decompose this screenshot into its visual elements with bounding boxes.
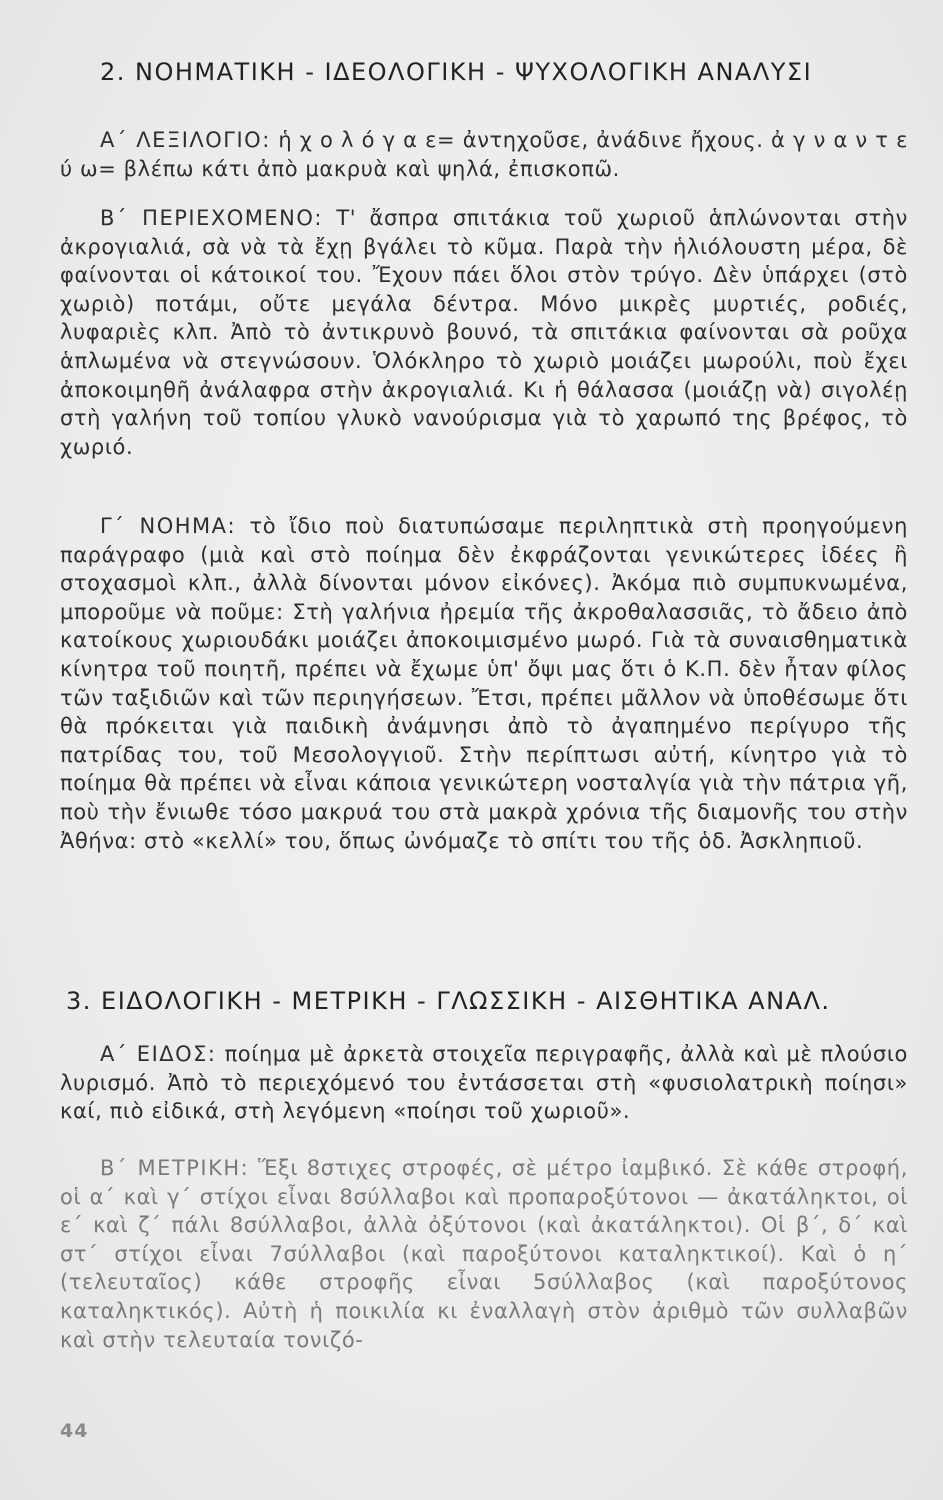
metriki-label: Β΄ ΜΕΤΡΙΚΗ: (100, 1156, 250, 1180)
noima-label: Γ΄ ΝΟΗΜΑ: (100, 514, 237, 538)
metriki-paragraph (60, 1154, 908, 1354)
eidos-paragraph (60, 1040, 908, 1126)
eidos-text: ποίημα μὲ ἀρκετὰ στοιχεῖα περιγραφῆς, ἀλλὰ καὶ μὲ πλούσιο λυρισμό. Ἀπὸ τὸ περιεχόμενό του ἐντάσσεται στὴ «φυσιολατρικὴ ποίησι» καί, πιὸ εἰδικά, στὴ λεγόμενη «ποίησι τοῦ χωριοῦ». (60, 1042, 908, 1124)
lexilogio-text: ἡ χ ο λ ό γ α ε= ἀντηχοῦσε, ἀνάδινε ἤχους. ἀ γ ν α ν τ ε ύ ω= βλέπω κάτι ἀπὸ μακρυὰ καὶ ψηλά, ἐπισκοπῶ. (60, 128, 909, 181)
lexilogio-label: Α΄ ΛΕΞΙΛΟΓΙΟ: (100, 128, 271, 152)
section-2-heading: 2. ΝΟΗΜΑΤΙΚΗ - ΙΔΕΟΛΟΓΙΚΗ - ΨΥΧΟΛΟΓΙΚΗ ΑΝΑΛΥΣΙ (100, 58, 813, 86)
periexomeno-paragraph (60, 204, 908, 461)
periexomeno-label: Β΄ ΠΕΡΙΕΧΟΜΕΝΟ: (100, 206, 323, 230)
noima-paragraph (60, 512, 908, 855)
periexomeno-text: Τ' ἄσπρα σπιτάκια τοῦ χωριοῦ ἁπλώνονται στὴν ἀκρογιαλιά, σὰ νὰ τὰ ἔχῃ βγάλει τὸ κῦμα. Παρὰ τὴν ἡλιόλουστη μέρα, δὲ φαίνονται οἱ κάτοικοί του. Ἔχουν πάει ὅλοι στὸν τρύγο. Δὲν ὑπάρχει (στὸ χωριὸ) ποτάμι, οὔτε μεγάλα δέντρα. Μόνο μικρὲς μυρτιές, ροδιές, λυφαριὲς κλπ. Ἀπὸ τὸ ἀντικρυνὸ βουνό, τὰ σπιτάκια φαίνονται σὰ ροῦχα ἁπλωμένα νὰ στεγνώσουν. Ὁλόκληρο τὸ χωριὸ μοιάζει μωρούλι, ποὺ ἔχει ἀποκοιμηθῆ ἀνάλαφρα στὴν ἀκρογιαλιά. Κι ἡ θάλασσα (μοιάζῃ νὰ) σιγολέῃ στὴ γαλήνη τοῦ τοπίου γλυκὸ νανούρισμα γιὰ τὸ χαρωπό της βρέφος, τὸ χωριό. (60, 206, 908, 459)
section-3-heading: 3. ΕΙΔΟΛΟΓΙΚΗ - ΜΕΤΡΙΚΗ - ΓΛΩΣΣΙΚΗ - ΑΙΣΘΗΤΙΚΑ ΑΝΑΛ. (66, 987, 831, 1015)
lexilogio-paragraph (60, 126, 908, 183)
metriki-text: Ἕξι 8στιχες στροφές, σὲ μέτρο ἰαμβικό. Σὲ κάθε στροφή, οἱ α΄ καὶ γ΄ στίχοι εἶναι 8σύλλαβοι καὶ προπαροξύτονοι — ἀκατάληκτοι, οἱ ε΄ καὶ ζ΄ πάλι 8σύλλαβοι, ἀλλὰ ὀξύτονοι (καὶ ἀκατάληκτοι). Οἱ β΄, δ΄ καὶ στ΄ στίχοι εἶναι 7σύλλαβοι (καὶ παροξύτονοι καταληκτικοί). Καὶ ὁ η΄ (τελευταῖος) κάθε στροφῆς εἶναι 5σύλλαβος (καὶ παροξύτονος καταληκτικός). Αὐτὴ ἡ ποικιλία κι ἐναλλαγὴ στὸν ἀριθμὸ τῶν συλλαβῶν καὶ στὴν τελευταία τονιζό- (60, 1156, 908, 1352)
noima-text: τὸ ἴδιο ποὺ διατυπώσαμε περιληπτικὰ στὴ προηγούμενη παράγραφο (μιὰ καὶ στὸ ποίημα δὲν ἐκφράζονται γενικώτερες ἰδέες ἢ στοχασμοὶ κλπ., ἀλλὰ δίνονται μόνον εἰκόνες). Ἀκόμα πιὸ συμπυκνωμένα, μποροῦμε νὰ ποῦμε: Στὴ γαλήνια ἠρεμία τῆς ἀκροθαλασσιᾶς, τὸ ἄδειο ἀπὸ κατοίκους χωριουδάκι μοιάζει ἀποκοιμισμένο μωρό. Γιὰ τὰ συναισθηματικὰ κίνητρα τοῦ ποιητῆ, πρέπει νὰ ἔχωμε ὑπ' ὄψι μας ὅτι ὁ Κ.Π. δὲν ἦταν φίλος τῶν ταξιδιῶν καὶ τῶν περιηγήσεων. Ἔτσι, πρέπει μᾶλλον νὰ ὑποθέσωμε ὅτι θὰ πρόκειται γιὰ παιδικὴ ἀνάμνησι ἀπὸ τὸ ἀγαπημένο περίγυρο τῆς πατρίδας του, τοῦ Μεσολογγιοῦ. Στὴν περίπτωσι αὐτή, κίνητρο γιὰ τὸ ποίημα θὰ πρέπει νὰ εἶναι κάποια γενικώτερη νοσταλγία γιὰ τὴν πάτρια γῆ, ποὺ τὴν ἔνιωθε τόσο μακρυά του στὰ μακρὰ χρόνια τῆς διαμονῆς του στὴν Ἀθήνα: στὸ «κελλί» του, ὅπως ὠνόμαζε τὸ σπίτι του τῆς ὁδ. Ἀσκληπιοῦ. (60, 514, 908, 853)
eidos-label: Α΄ ΕΙΔΟΣ: (100, 1042, 217, 1066)
page-number: 44 (60, 1420, 89, 1442)
